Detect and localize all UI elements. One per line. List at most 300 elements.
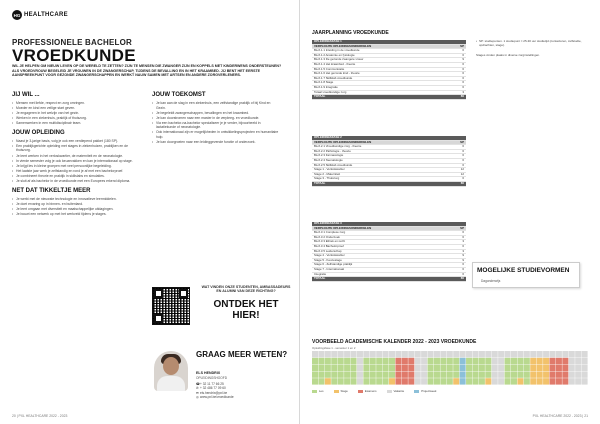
right-page bbox=[300, 0, 600, 424]
contact-details bbox=[196, 382, 234, 400]
legend-swatch bbox=[387, 390, 392, 393]
calendar-cell bbox=[389, 351, 395, 357]
table-cell: 3 bbox=[452, 249, 466, 254]
table-row bbox=[312, 95, 466, 100]
calendar-cell bbox=[434, 378, 440, 384]
calendar-cell bbox=[575, 371, 581, 377]
table-cell: 6 bbox=[452, 244, 466, 249]
calendar-cell bbox=[370, 365, 376, 371]
list-item: • Je leert werken in het verloskwartier, de materniteit en de neonatologie. bbox=[12, 154, 140, 159]
calendar-cell bbox=[338, 371, 344, 377]
contact-name: ELS HENDRIX bbox=[196, 371, 221, 375]
calendar-cell bbox=[383, 365, 389, 371]
calendar-cell bbox=[415, 371, 421, 377]
table-cell: Stage 5 - Keuzestage bbox=[312, 258, 452, 263]
calendar-cell bbox=[395, 351, 401, 357]
table-cell: BL/A 3.4 Bachelorproef bbox=[312, 244, 452, 249]
section-heading: NET DAT TIKKELTJE MEER bbox=[12, 187, 91, 194]
calendar-cell bbox=[492, 371, 498, 377]
calendar-cell bbox=[363, 358, 369, 364]
calendar-cell bbox=[562, 371, 568, 377]
calendar-cell bbox=[363, 351, 369, 357]
calendar-cell bbox=[383, 378, 389, 384]
calendar-cell bbox=[389, 378, 395, 384]
legend-label: Stage bbox=[340, 389, 348, 393]
contact-email[interactable]: ✉els.hendrix@pxl.be bbox=[196, 390, 228, 395]
calendar-cell bbox=[395, 365, 401, 371]
calendar-cell bbox=[505, 371, 511, 377]
plan-table bbox=[312, 40, 466, 100]
table-cell: 9 bbox=[452, 254, 466, 259]
calendar-cell bbox=[524, 371, 530, 377]
calendar-cell bbox=[517, 365, 523, 371]
calendar-cell bbox=[466, 378, 472, 384]
list-item: • In vierde semester volg je ook keuzevakken en kan je internationaal op stage. bbox=[12, 159, 140, 164]
table-cell: Stage 1 - Verloskwartier bbox=[312, 168, 452, 173]
table-cell: VERPLICHTE OPLEIDINGSONDERDELEN bbox=[312, 44, 452, 49]
calendar-cell bbox=[549, 365, 555, 371]
legend-label: Projectweek bbox=[421, 389, 437, 393]
calendar-cell bbox=[338, 378, 344, 384]
bullet-list bbox=[12, 139, 140, 184]
table-cell: BL/A 2.3 Farmacologie bbox=[312, 154, 452, 159]
calendar-cell bbox=[408, 365, 414, 371]
calendar-cell bbox=[428, 365, 434, 371]
legend-swatch bbox=[334, 390, 339, 393]
calendar-cell bbox=[537, 371, 543, 377]
table-cell: 9 bbox=[452, 258, 466, 263]
calendar-cell bbox=[318, 378, 324, 384]
table-cell: 6 bbox=[452, 53, 466, 58]
table-cell: 6 bbox=[452, 76, 466, 81]
study-forms-item: Dagonderwijs bbox=[481, 279, 501, 283]
calendar-cell bbox=[440, 358, 446, 364]
list-item: • Je doet ervaring op in binnen- en buitenland. bbox=[12, 202, 140, 207]
calendar-cell bbox=[524, 358, 530, 364]
calendar-cell bbox=[460, 365, 466, 371]
calendar-cell bbox=[331, 358, 337, 364]
calendar-cell bbox=[505, 358, 511, 364]
study-forms-box bbox=[472, 262, 580, 288]
phone-icon: ☎ bbox=[196, 382, 200, 386]
table-cell: 6 bbox=[452, 158, 466, 163]
calendar-cell bbox=[549, 358, 555, 364]
calendar-cell bbox=[325, 378, 331, 384]
plan-year-3 bbox=[312, 222, 466, 282]
table-cell: BL/A 3.5 Leiderschap bbox=[312, 249, 452, 254]
calendar-cell bbox=[383, 358, 389, 364]
calendar-cell bbox=[408, 358, 414, 364]
calendar-cell bbox=[460, 371, 466, 377]
calendar-cell bbox=[569, 378, 575, 384]
calendar-cell bbox=[338, 351, 344, 357]
calendar-cell bbox=[537, 378, 543, 384]
table-cell: 6 bbox=[452, 81, 466, 86]
calendar-cell bbox=[485, 365, 491, 371]
calendar-cell bbox=[325, 351, 331, 357]
calendar-cell bbox=[363, 371, 369, 377]
calendar-cell bbox=[556, 371, 562, 377]
calendar-cell bbox=[338, 358, 344, 364]
calendar-cell bbox=[428, 358, 434, 364]
legend-swatch bbox=[358, 390, 363, 393]
calendar-cell bbox=[453, 351, 459, 357]
calendar-cell bbox=[421, 378, 427, 384]
calendar-title: VOORBEELD ACADEMISCHE KALENDER 2022 - 2023 VROEDKUNDE bbox=[312, 339, 477, 345]
contact-role: OPLEIDINGSHOOFD bbox=[196, 376, 227, 380]
table-cell: BL/A 1.9 Integratie bbox=[312, 85, 452, 90]
calendar-cell bbox=[582, 378, 588, 384]
calendar-cell bbox=[543, 365, 549, 371]
year-label: OPLEIDINGSFASE 2 bbox=[312, 136, 466, 140]
calendar-cell bbox=[549, 378, 555, 384]
calendar-cell bbox=[344, 371, 350, 377]
calendar-cell bbox=[569, 371, 575, 377]
calendar-cell bbox=[530, 378, 536, 384]
table-cell: 6 bbox=[452, 231, 466, 236]
calendar-cell bbox=[325, 358, 331, 364]
list-item: • Naast je 3-jarige basis, volg je ook een verdiepend pakket (180 SP). bbox=[12, 139, 140, 144]
calendar-cell bbox=[312, 365, 318, 371]
legend-item bbox=[334, 389, 348, 393]
calendar-cell bbox=[556, 378, 562, 384]
calendar-cell bbox=[524, 378, 530, 384]
table-cell: 9 bbox=[452, 58, 466, 63]
calendar-cell bbox=[428, 371, 434, 377]
calendar-cell bbox=[318, 365, 324, 371]
table-cell: BL/A 2.1 Vroedkundige zorg - theorie bbox=[312, 145, 452, 150]
calendar-cell bbox=[421, 371, 427, 377]
calendar-cell bbox=[351, 378, 357, 384]
section-heading: JOUW OPLEIDING bbox=[12, 129, 65, 136]
calendar-cell bbox=[505, 365, 511, 371]
table-cell: BL/A 1.1 Inleiding in de vroedkunde bbox=[312, 49, 452, 54]
table-cell: BL/A 3.1 Complexe zorg bbox=[312, 231, 452, 236]
table-row bbox=[312, 277, 466, 282]
calendar-cell bbox=[395, 378, 401, 384]
table-cell: Integratie bbox=[312, 272, 452, 277]
year-label: OPLEIDINGSFASE 3 bbox=[312, 222, 466, 226]
table-cell: 6 bbox=[452, 272, 466, 277]
list-item: • Ook internationaal zijn er mogelijkheden in ontwikkelingsprojecten en humanitaire hulp. bbox=[152, 130, 280, 139]
calendar-cell bbox=[376, 358, 382, 364]
plan-year-1 bbox=[312, 40, 466, 100]
calendar-cell bbox=[479, 378, 485, 384]
table-cell: Stage 7 - Internationaal bbox=[312, 267, 452, 272]
table-cell: Stage 4 - Verloskwartier bbox=[312, 254, 452, 259]
calendar-cell bbox=[485, 371, 491, 377]
calendar-cell bbox=[549, 371, 555, 377]
calendar-cell bbox=[318, 351, 324, 357]
calendar-cell bbox=[338, 365, 344, 371]
calendar-cell bbox=[562, 351, 568, 357]
table-cell: 6 bbox=[452, 177, 466, 182]
calendar-cell bbox=[485, 358, 491, 364]
left-column bbox=[12, 88, 140, 217]
globe-icon: ◎ bbox=[196, 395, 199, 400]
calendar-cell bbox=[517, 371, 523, 377]
calendar-cell bbox=[543, 378, 549, 384]
calendar-cell bbox=[434, 371, 440, 377]
mobile-icon: ✆ bbox=[196, 386, 199, 391]
intro-paragraph: WIL JE HELPEN OM NIEUW LEVEN OP DE WERELD TE ZETTEN? ZIJN TE MENSEN DIE ZWANGER ZIJN EN KOPPELS MET KINDERWENS ONDERSTEUNEN? ALS VROEDVROUW BEGELEID JE VROUWEN IN DE ZWANGERSCHAP, TIJDENS DE BEVALLING EN IN HET KRAAMBED. JIJ BENT HET EERSTE AANSPREEKPUNT VOOR GEZONDE ZWANGERSCHAPPEN EN WERKT NAUW SAMEN MET ARTSEN EN ANDERE ZORGVERLENERS. bbox=[12, 64, 282, 78]
table-cell: 12 bbox=[452, 172, 466, 177]
calendar-cell bbox=[530, 371, 536, 377]
calendar-cell bbox=[370, 371, 376, 377]
calendar-grid bbox=[312, 351, 588, 385]
calendar-cell bbox=[440, 351, 446, 357]
calendar-cell bbox=[511, 351, 517, 357]
calendar-cell bbox=[331, 365, 337, 371]
list-item: • Je kan doorgroeien naar een leidinggevende functie of onderzoek. bbox=[152, 140, 280, 145]
calendar-cell bbox=[472, 358, 478, 364]
calendar-cell bbox=[357, 371, 363, 377]
calendar-cell bbox=[363, 365, 369, 371]
calendar-cell bbox=[344, 365, 350, 371]
calendar-cell bbox=[479, 358, 485, 364]
calendar-cell bbox=[498, 351, 504, 357]
notes-list bbox=[476, 40, 588, 48]
calendar-cell bbox=[582, 365, 588, 371]
calendar-cell bbox=[389, 365, 395, 371]
table-cell: 3 bbox=[452, 90, 466, 95]
calendar-cell bbox=[466, 358, 472, 364]
table-cell: 6 bbox=[452, 163, 466, 168]
legend-swatch bbox=[414, 390, 419, 393]
list-item: • Je werkt met de nieuwste technologie en innovatieve leermiddelen. bbox=[12, 197, 140, 202]
list-item: • Het laatste jaar werk je zelfstandig en rond je af met een bachelorproef. bbox=[12, 169, 140, 174]
calendar-cell bbox=[383, 351, 389, 357]
calendar-cell bbox=[351, 371, 357, 377]
calendar-cell bbox=[395, 371, 401, 377]
list-item: • Je kan aan de slag in een ziekenhuis, een zelfstandige praktijk of bij Kind en Gezin. bbox=[152, 101, 280, 110]
mail-icon: ✉ bbox=[196, 390, 199, 395]
calendar-cell bbox=[543, 371, 549, 377]
calendar-cell bbox=[582, 351, 588, 357]
calendar-cell bbox=[466, 371, 472, 377]
calendar-cell bbox=[408, 351, 414, 357]
list-item: • Werken in een ziekenhuis, praktijk of thuiszorg. bbox=[12, 116, 140, 121]
calendar-cell bbox=[460, 358, 466, 364]
calendar-cell bbox=[415, 365, 421, 371]
calendar-cell bbox=[492, 378, 498, 384]
legend-label: Examens bbox=[364, 389, 377, 393]
calendar-cell bbox=[472, 365, 478, 371]
calendar-cell bbox=[466, 365, 472, 371]
table-cell: TOTAAL bbox=[312, 277, 452, 282]
list-item: • Samenwerken in een multidisciplinair team. bbox=[12, 121, 140, 126]
qr-code-icon[interactable] bbox=[152, 287, 190, 325]
calendar-cell bbox=[472, 351, 478, 357]
contact-phone[interactable]: ☎+ 32 11 77 66 25 bbox=[196, 382, 224, 386]
table-cell: SP bbox=[452, 44, 466, 49]
table-cell: 60 bbox=[452, 181, 466, 186]
list-item: • Je engageren in het welzijn van het gezin. bbox=[12, 111, 140, 116]
calendar-cell bbox=[575, 351, 581, 357]
table-cell: 6 bbox=[452, 263, 466, 268]
calendar-cell bbox=[549, 351, 555, 357]
list-item: • Via een bachelor-na-bachelor specialiseer je je verder, bijvoorbeeld in lactatiekunde of neonatologie. bbox=[152, 121, 280, 130]
list-item: • Je leert omgaan met diversiteit en maatschappelijke uitdagingen. bbox=[12, 207, 140, 212]
table-cell: TOTAAL bbox=[312, 95, 452, 100]
legend-item bbox=[387, 389, 405, 393]
bullet-list bbox=[12, 101, 140, 126]
calendar-cell bbox=[562, 365, 568, 371]
calendar-cell bbox=[530, 365, 536, 371]
cta-heading[interactable]: ONTDEK HET HIER! bbox=[213, 299, 279, 321]
calendar-cell bbox=[537, 365, 543, 371]
calendar-cell bbox=[485, 378, 491, 384]
bullet-list bbox=[12, 197, 140, 217]
calendar-cell bbox=[530, 351, 536, 357]
calendar-cell bbox=[408, 371, 414, 377]
calendar-cell bbox=[344, 358, 350, 364]
calendar-cell bbox=[498, 378, 504, 384]
table-cell: 3 bbox=[452, 240, 466, 245]
calendar-cell bbox=[543, 351, 549, 357]
calendar-cell bbox=[460, 378, 466, 384]
calendar-cell bbox=[351, 351, 357, 357]
page-footer-right: PXL HEALTHCARE 2022 - 2023 | 21 bbox=[532, 414, 588, 418]
table-cell: BL/A 1.8 Stage bbox=[312, 81, 452, 86]
calendar-cell bbox=[511, 371, 517, 377]
calendar-cell bbox=[312, 371, 318, 377]
table-cell: 6 bbox=[452, 154, 466, 159]
calendar-cell bbox=[428, 351, 434, 357]
calendar-cell bbox=[370, 378, 376, 384]
study-forms-title: MOGELIJKE STUDIEVORMEN bbox=[477, 267, 570, 274]
table-cell: BL/A 2.4 Neonatologie bbox=[312, 158, 452, 163]
table-cell: 6 bbox=[452, 267, 466, 272]
calendar-cell bbox=[440, 365, 446, 371]
calendar-cell bbox=[363, 378, 369, 384]
calendar-cell bbox=[498, 371, 504, 377]
table-cell: 6 bbox=[452, 149, 466, 154]
list-item: • Je begeleidt zwangerschappen, bevallingen en het kraambed. bbox=[152, 111, 280, 116]
calendar-cell bbox=[453, 365, 459, 371]
calendar-cell bbox=[312, 351, 318, 357]
calendar-cell bbox=[569, 365, 575, 371]
calendar-cell bbox=[402, 358, 408, 364]
calendar-cell bbox=[312, 378, 318, 384]
right-column bbox=[152, 88, 280, 145]
calendar-cell bbox=[479, 371, 485, 377]
calendar-cell bbox=[383, 371, 389, 377]
calendar-cell bbox=[357, 351, 363, 357]
calendar-cell bbox=[357, 358, 363, 364]
calendar-cell bbox=[389, 371, 395, 377]
calendar-cell bbox=[511, 365, 517, 371]
calendar-cell bbox=[415, 378, 421, 384]
calendar-cell bbox=[421, 358, 427, 364]
table-cell: BL/A 1.6 Het gezonde kind - theorie bbox=[312, 72, 452, 77]
program-kicker: PROFESSIONELE BACHELOR bbox=[12, 38, 132, 47]
calendar-cell bbox=[479, 365, 485, 371]
table-cell: VERPLICHTE OPLEIDINGSONDERDELEN bbox=[312, 226, 452, 231]
calendar-cell bbox=[511, 378, 517, 384]
plan-table bbox=[312, 222, 466, 282]
calendar-cell bbox=[453, 378, 459, 384]
bullet-list bbox=[152, 101, 280, 144]
calendar-cell bbox=[582, 358, 588, 364]
calendar-cell bbox=[331, 378, 337, 384]
calendar-cell bbox=[434, 351, 440, 357]
plan-year-2 bbox=[312, 136, 466, 187]
calendar-cell bbox=[331, 351, 337, 357]
table-cell: 6 bbox=[452, 85, 466, 90]
program-title: VROEDKUNDE bbox=[12, 46, 136, 65]
calendar-cell bbox=[569, 358, 575, 364]
calendar-cell bbox=[415, 358, 421, 364]
plan-notes bbox=[476, 40, 588, 57]
table-cell: 6 bbox=[452, 145, 466, 150]
legend-swatch bbox=[312, 390, 317, 393]
calendar-cell bbox=[556, 365, 562, 371]
table-cell: Stage 6 - Zelfstandige praktijk bbox=[312, 263, 452, 268]
calendar-cell bbox=[415, 351, 421, 357]
calendar-cell bbox=[447, 358, 453, 364]
table-cell: BL/A 2.2 Pathologie - theorie bbox=[312, 149, 452, 154]
calendar-cell bbox=[569, 351, 575, 357]
calendar-cell bbox=[485, 351, 491, 357]
qr-cta[interactable] bbox=[152, 283, 292, 335]
list-item: • Je kan doorstromen naar een master in de verpleeg- en vroedkunde. bbox=[152, 116, 280, 121]
plan-title: JAARPLANNING VROEDKUNDE bbox=[312, 30, 389, 36]
calendar-cell bbox=[453, 358, 459, 364]
contact-web[interactable]: ◎www.pxl.be/vroedkunde bbox=[196, 395, 234, 400]
calendar-cell bbox=[505, 378, 511, 384]
legend-item bbox=[414, 389, 436, 393]
calendar-cell bbox=[402, 351, 408, 357]
table-cell: 60 bbox=[452, 95, 466, 100]
calendar-cell bbox=[344, 351, 350, 357]
calendar-cell bbox=[472, 378, 478, 384]
calendar-cell bbox=[524, 365, 530, 371]
calendar-cell bbox=[428, 378, 434, 384]
table-cell: 6 bbox=[452, 235, 466, 240]
list-item: • Je sluit af als bachelor in de vroedkunde met een Europees erkend diploma. bbox=[12, 179, 140, 184]
list-item: • Mensen met liefde, respect en zorg omringen. bbox=[12, 101, 140, 106]
legend-item bbox=[312, 389, 324, 393]
calendar-cell bbox=[434, 365, 440, 371]
list-item: • Je combineert theorie en praktijk in skillslabs en simulaties. bbox=[12, 174, 140, 179]
calendar-cell bbox=[325, 365, 331, 371]
brand-logo[interactable] bbox=[12, 10, 68, 20]
calendar-cell bbox=[517, 378, 523, 384]
calendar-cell bbox=[331, 371, 337, 377]
calendar-cell bbox=[402, 371, 408, 377]
calendar-cell bbox=[472, 371, 478, 377]
calendar-cell bbox=[370, 358, 376, 364]
contact-card bbox=[152, 345, 292, 411]
calendar-cell bbox=[357, 378, 363, 384]
calendar-cell bbox=[498, 365, 504, 371]
table-cell: SP bbox=[452, 140, 466, 145]
table-cell: 6 bbox=[452, 49, 466, 54]
calendar-cell bbox=[351, 365, 357, 371]
avatar bbox=[154, 351, 188, 391]
table-cell: BL/A 1.4 Het kraambed - theorie bbox=[312, 62, 452, 67]
contact-mobile[interactable]: ✆+ 32 486 77 09 60 bbox=[196, 386, 226, 391]
calendar-cell bbox=[582, 371, 588, 377]
academic-calendar bbox=[312, 351, 588, 385]
calendar-cell bbox=[511, 358, 517, 364]
table-cell: 12 bbox=[452, 168, 466, 173]
calendar-cell bbox=[421, 365, 427, 371]
calendar-cell bbox=[562, 358, 568, 364]
table-cell: BL/A 2.5 Skillslab vroedkunde bbox=[312, 163, 452, 168]
calendar-cell bbox=[318, 358, 324, 364]
